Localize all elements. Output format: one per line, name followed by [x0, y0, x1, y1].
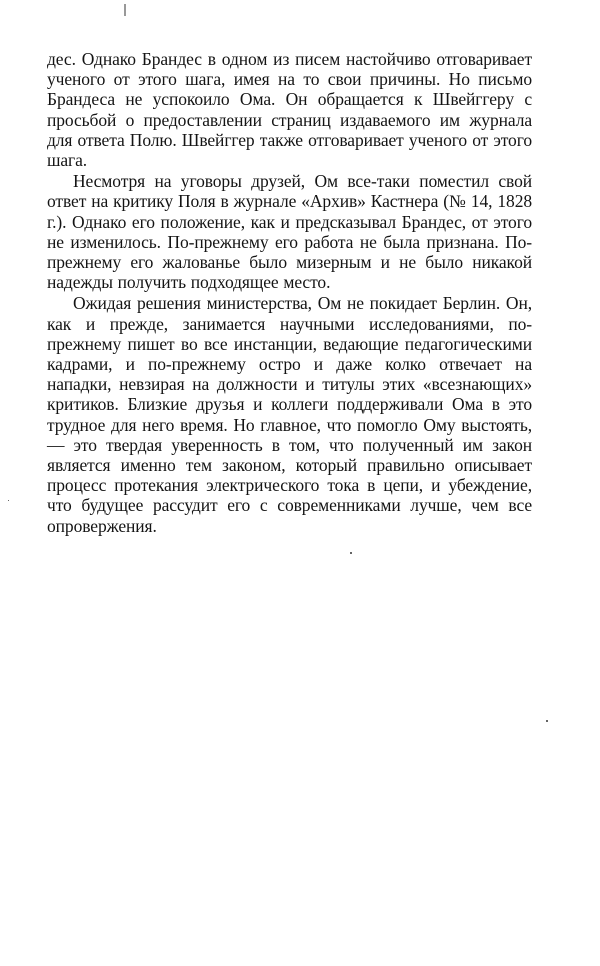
paragraph-2: Несмотря на уговоры друзей, Ом все-таки поместил свой ответ на критику Поля в журнале «Архив» Кастнера (№ 14, 1828 г.). Однако его положение, как и предсказывал Брандес, от этого не изменилось. По-прежнему его работа не была признана. По-прежнему его жалованье было мизерным и не было никакой надежды получить подходящее место. — [47, 171, 532, 293]
scan-speck — [350, 552, 352, 554]
paragraph-3: Ожидая решения министерства, Ом не покидает Берлин. Он, как и прежде, занимается научными исследованиями, по-прежнему пишет во все инстанции, ведающие педагогическими кадрами, и по-прежнему остро и даже колко отвечает на нападки, невзирая на должности и титулы этих «всезнающих» критиков. Близкие друзья и коллеги поддерживали Ома в это трудное для него время. Но главное, что помогло Ому выстоять,— это твердая уверенность в том, что полученный им закон является именно тем законом, который правильно описывает процесс протекания электрического тока в цепи, и убеждение, что будущее рассудит его с современниками лучше, чем все опровержения. — [47, 293, 532, 536]
scan-mark — [124, 4, 126, 16]
scan-speck — [546, 720, 548, 722]
paragraph-1: дес. Однако Брандес в одном из писем настойчиво отговаривает ученого от этого шага, имея на то свои причины. Но письмо Брандеса не успокоило Ома. Он обращается к Швейггеру с просьбой о предоставлении страниц издаваемого им журнала для ответа Полю. Швейггер также отговаривает ученого от этого шага. — [47, 49, 532, 171]
scan-speck — [8, 500, 9, 501]
body-text — [47, 49, 532, 536]
